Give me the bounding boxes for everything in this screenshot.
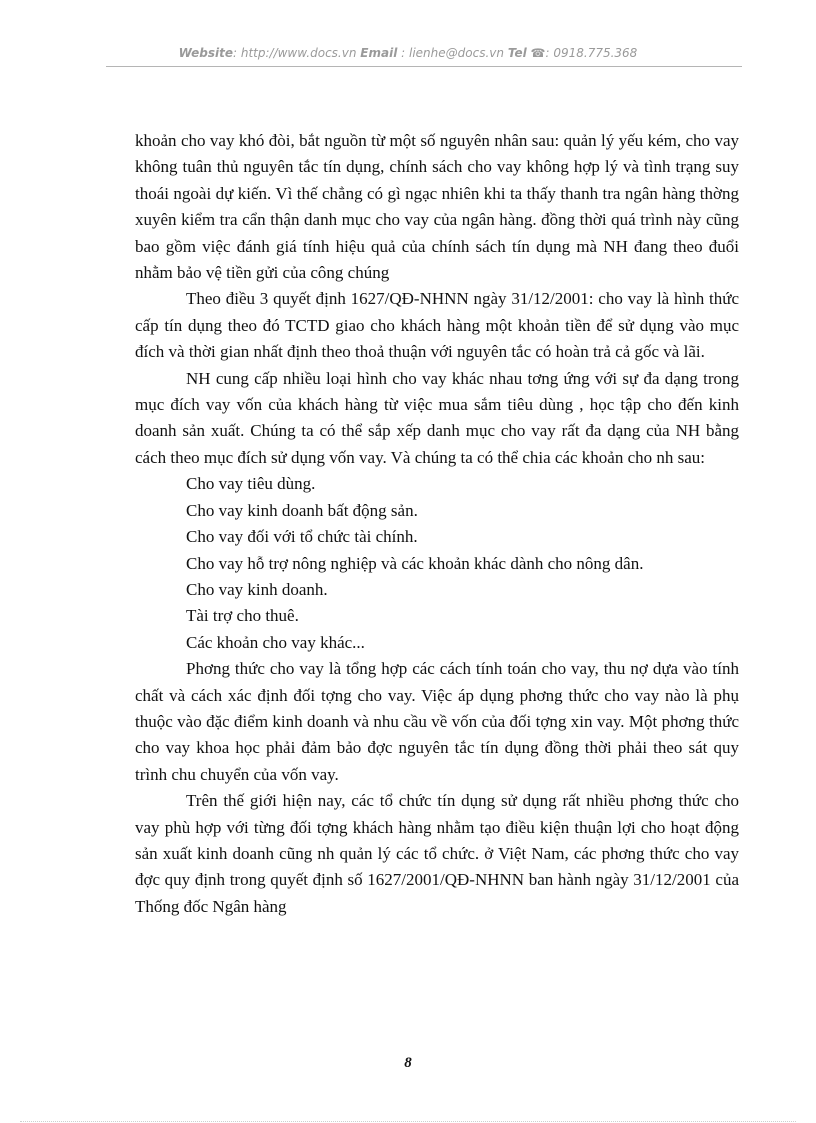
email-label: Email (360, 46, 398, 60)
list-item: Các khoản cho vay khác... (186, 632, 365, 652)
list-item: Cho vay đối với tổ chức tài chính. (186, 527, 418, 547)
loan-type-list (135, 471, 739, 656)
phone-icon: ☎ (530, 46, 546, 60)
tel-value: : 0918.775.368 (545, 46, 638, 60)
footer-divider (20, 1121, 796, 1122)
website-value: : http://www.docs.vn (233, 46, 357, 60)
list-item: Tài trợ cho thuê. (186, 606, 299, 626)
tel-label: Tel (507, 46, 527, 60)
list-item: Cho vay kinh doanh. (186, 579, 328, 599)
website-label: Website (178, 46, 233, 60)
email-value: : lienhe@docs.vn (401, 46, 504, 60)
paragraph-5: Trên thế giới hiện nay, các tổ chức tín dụng sử dụng rất nhiều phơng thức cho vay phù hợp với từng đối tợng khách hàng nhằm tạo điều kiện thuận lợi cho hoạt động sản xuất kinh doanh cũng nh quản lý các tổ chức. ở Việt Nam, các phơng thức cho vay đợc quy định trong quyết định số 1627/2001/QĐ-NHNN ban hành ngày 31/12/2001 của Thống đốc Ngân hàng (135, 791, 739, 916)
paragraph-2: Theo điều 3 quyết định 1627/QĐ-NHNN ngày 31/12/2001: cho vay là hình thức cấp tín dụng theo đó TCTD giao cho khách hàng một khoản tiền để sử dụng vào mục đích và thời gian nhất định theo thoả thuận với nguyên tắc có hoàn trả cả gốc và lãi. (135, 289, 739, 362)
page-number: 8 (404, 1055, 412, 1071)
paragraph-1: khoản cho vay khó đòi, bắt nguồn từ một số nguyên nhân sau: quản lý yếu kém, cho vay không tuân thủ nguyên tắc tín dụng, chính sách cho vay không hợp lý và tình trạng suy thoái ngoài dự kiến. Vì thế chẳng có gì ngạc nhiên khi ta thấy thanh tra ngân hàng thờng xuyên kiểm tra cẩn thận danh mục cho vay của ngân hàng. đồng thời quá trình này cũng bao gồm việc đánh giá tính hiệu quả của chính sách tín dụng mà NH đang theo đuổi nhằm bảo vệ tiền gửi của công chúng (135, 131, 739, 283)
paragraph-4: Phơng thức cho vay là tổng hợp các cách tính toán cho vay, thu nợ dựa vào tính chất và cách xác định đối tợng cho vay. Việc áp dụng phơng thức cho vay nào là phụ thuộc vào đặc điểm kinh doanh và nhu cầu về vốn của đối tợng xin vay. Một phơng thức cho vay khoa học phải đảm bảo đợc nguyên tắc tín dụng đồng thời phải theo sát quy trình chu chuyển của vốn vay. (135, 659, 739, 784)
header-divider (106, 66, 742, 67)
list-item: Cho vay tiêu dùng. (186, 474, 316, 494)
document-body (135, 128, 739, 920)
paragraph-3: NH cung cấp nhiều loại hình cho vay khác nhau tơng ứng với sự đa dạng trong mục đích vay vốn của khách hàng từ việc mua sắm tiêu dùng , học tập cho đến kinh doanh sản xuất. Chúng ta có thể sắp xếp danh mục cho vay rất đa dạng của NH bằng cách theo mục đích sử dụng vốn vay. Và chúng ta có thể chia các khoản cho nh sau: (135, 368, 739, 467)
page-header (0, 46, 816, 60)
list-item: Cho vay hỗ trợ nông nghiệp và các khoản khác dành cho nông dân. (186, 553, 644, 573)
list-item: Cho vay kinh doanh bất động sản. (186, 500, 418, 520)
